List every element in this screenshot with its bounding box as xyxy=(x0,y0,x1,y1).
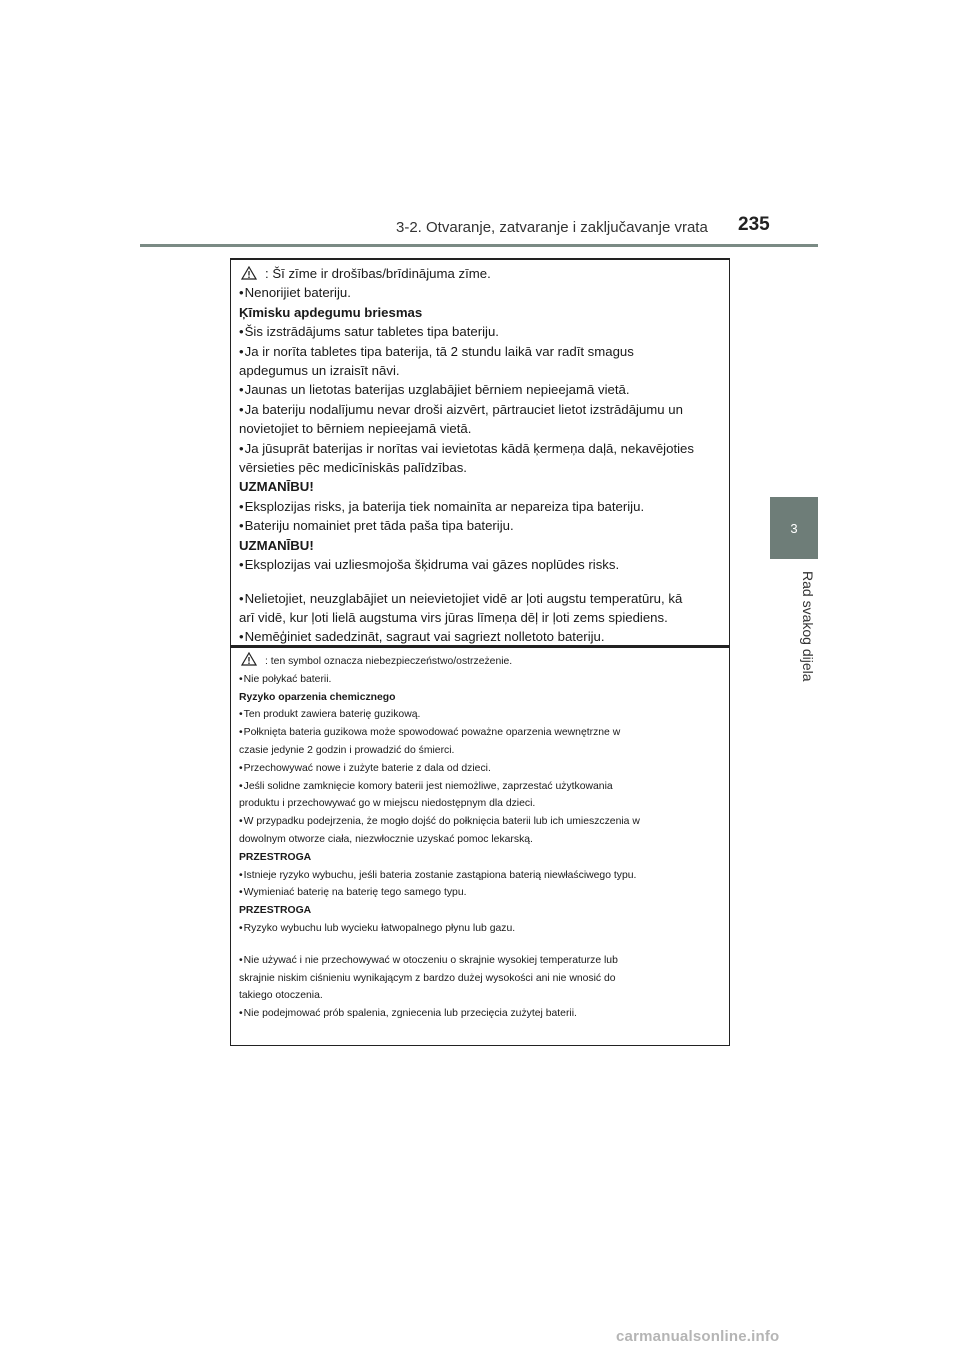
list-item: • Eksplozijas risks, ja baterija tiek nomainīta ar nepareiza tipa bateriju. xyxy=(239,497,721,516)
caution-heading: PRZESTROGA xyxy=(239,851,312,863)
list-item: • Nie połykać baterii. xyxy=(239,671,721,689)
list-item: • W przypadku podejrzenia, że mogło dojść do połknięcia baterii lub ich umieszczenia w xyxy=(239,813,721,831)
list-item: • Nie podejmować prób spalenia, zgniecenia lub przecięcia zużytej baterii. xyxy=(239,1005,721,1023)
polish-warning-box xyxy=(230,646,730,1046)
warning-triangle-icon xyxy=(241,266,257,280)
symbol-text: : Šī zīme ir drošības/brīdinājuma zīme. xyxy=(265,266,491,281)
list-item: • Połknięta bateria guzikowa może spowodować poważne oparzenia wewnętrzne w xyxy=(239,724,721,742)
list-item: • Jeśli solidne zamknięcie komory baterii jest niemożliwe, zaprzestać użytkowania xyxy=(239,778,721,796)
list-item-continuation: apdegumus un izraisīt nāvi. xyxy=(239,363,400,379)
caution-heading: UZMANĪBU! xyxy=(239,537,314,553)
section-heading: Ķīmisku apdegumu briesmas xyxy=(239,304,423,320)
caution-heading: UZMANĪBU! xyxy=(239,479,314,495)
list-item: • Nie używać i nie przechowywać w otoczeniu o skrajnie wysokiej temperaturze lub xyxy=(239,952,721,970)
list-item: • Ja bateriju nodalījumu nevar droši aizvērt, pārtrauciet lietot izstrādājumu un xyxy=(239,400,721,419)
caution-heading: PRZESTROGA xyxy=(239,905,312,917)
list-item: • Šis izstrādājums satur tabletes tipa bateriju. xyxy=(239,322,721,341)
section-title: 3-2. Otvaranje, zatvaranje i zaključavanje vrata xyxy=(396,219,708,236)
site-watermark: carmanualsonline.info xyxy=(616,1328,780,1345)
page-number: 235 xyxy=(738,214,770,235)
list-item-continuation: produktu i przechowywać go w miejscu niedostępnym dla dzieci. xyxy=(239,798,536,810)
symbol-line xyxy=(239,264,721,283)
warning-triangle-icon xyxy=(241,652,257,666)
latvian-warning-box xyxy=(230,258,730,646)
list-item: • Bateriju nomainiet pret tāda paša tipa bateriju. xyxy=(239,516,721,535)
list-item: • Ryzyko wybuchu lub wycieku łatwopalnego płynu lub gazu. xyxy=(239,920,721,938)
list-item: • Eksplozijas vai uzliesmojoša šķidruma vai gāzes noplūdes risks. xyxy=(239,555,721,574)
list-item: • Ja jūsuprāt baterijas ir norītas vai ievietotas kādā ķermeņa daļā, nekavējoties xyxy=(239,439,721,458)
list-item: • Ja ir norīta tabletes tipa baterija, tā 2 stundu laikā var radīt smagus xyxy=(239,342,721,361)
list-item: • Nelietojiet, neuzglabājiet un neievietojiet vidē ar ļoti augstu temperatūru, kā xyxy=(239,589,721,608)
list-item: • Nemēģiniet sadedzināt, sagraut vai sagriezt nolletoto bateriju. xyxy=(239,627,721,646)
list-item: • Wymieniać baterię na baterię tego samego typu. xyxy=(239,884,721,902)
chapter-label: Rad svakog dijela xyxy=(800,570,816,682)
symbol-line xyxy=(239,652,721,671)
list-item: • Nenorijiet bateriju. xyxy=(239,283,721,302)
list-item: • Przechowywać nowe i zużyte baterie z dala od dzieci. xyxy=(239,760,721,778)
list-item: • Jaunas un lietotas baterijas uzglabājiet bērniem nepieejamā vietā. xyxy=(239,380,721,399)
symbol-text: : ten symbol oznacza niebezpieczeństwo/ostrzeżenie. xyxy=(265,656,513,667)
section-heading: Ryzyko oparzenia chemicznego xyxy=(239,691,396,703)
spacer xyxy=(239,938,721,952)
list-item-continuation: novietojiet to bērniem nepieejamā vietā. xyxy=(239,421,472,437)
list-item: • Ten produkt zawiera baterię guzikową. xyxy=(239,706,721,724)
list-item-continuation: vērsieties pēc medicīniskās palīdzības. xyxy=(239,460,467,476)
list-item: • Istnieje ryzyko wybuchu, jeśli bateria zostanie zastąpiona baterią niewłaściwego typu. xyxy=(239,867,721,885)
list-item-continuation: arī vidē, kur ļoti lielā augstuma virs jūras līmeņa dēļ ir ļoti zems spiediens. xyxy=(239,609,668,625)
list-item-continuation: takiego otoczenia. xyxy=(239,990,323,1002)
list-item-continuation: dowolnym otworze ciała, niezwłocznie uzyskać pomoc lekarską. xyxy=(239,833,533,845)
chapter-tab[interactable] xyxy=(770,497,818,559)
list-item-continuation: skrajnie niskim ciśnieniu wynikającym z bardzo dużej wysokości ani nie wnosić do xyxy=(239,972,616,984)
list-item-continuation: czasie jedynie 2 godzin i prowadzić do śmierci. xyxy=(239,744,455,756)
header-rule xyxy=(140,244,818,247)
spacer xyxy=(239,575,721,589)
chapter-number: 3 xyxy=(790,520,798,536)
